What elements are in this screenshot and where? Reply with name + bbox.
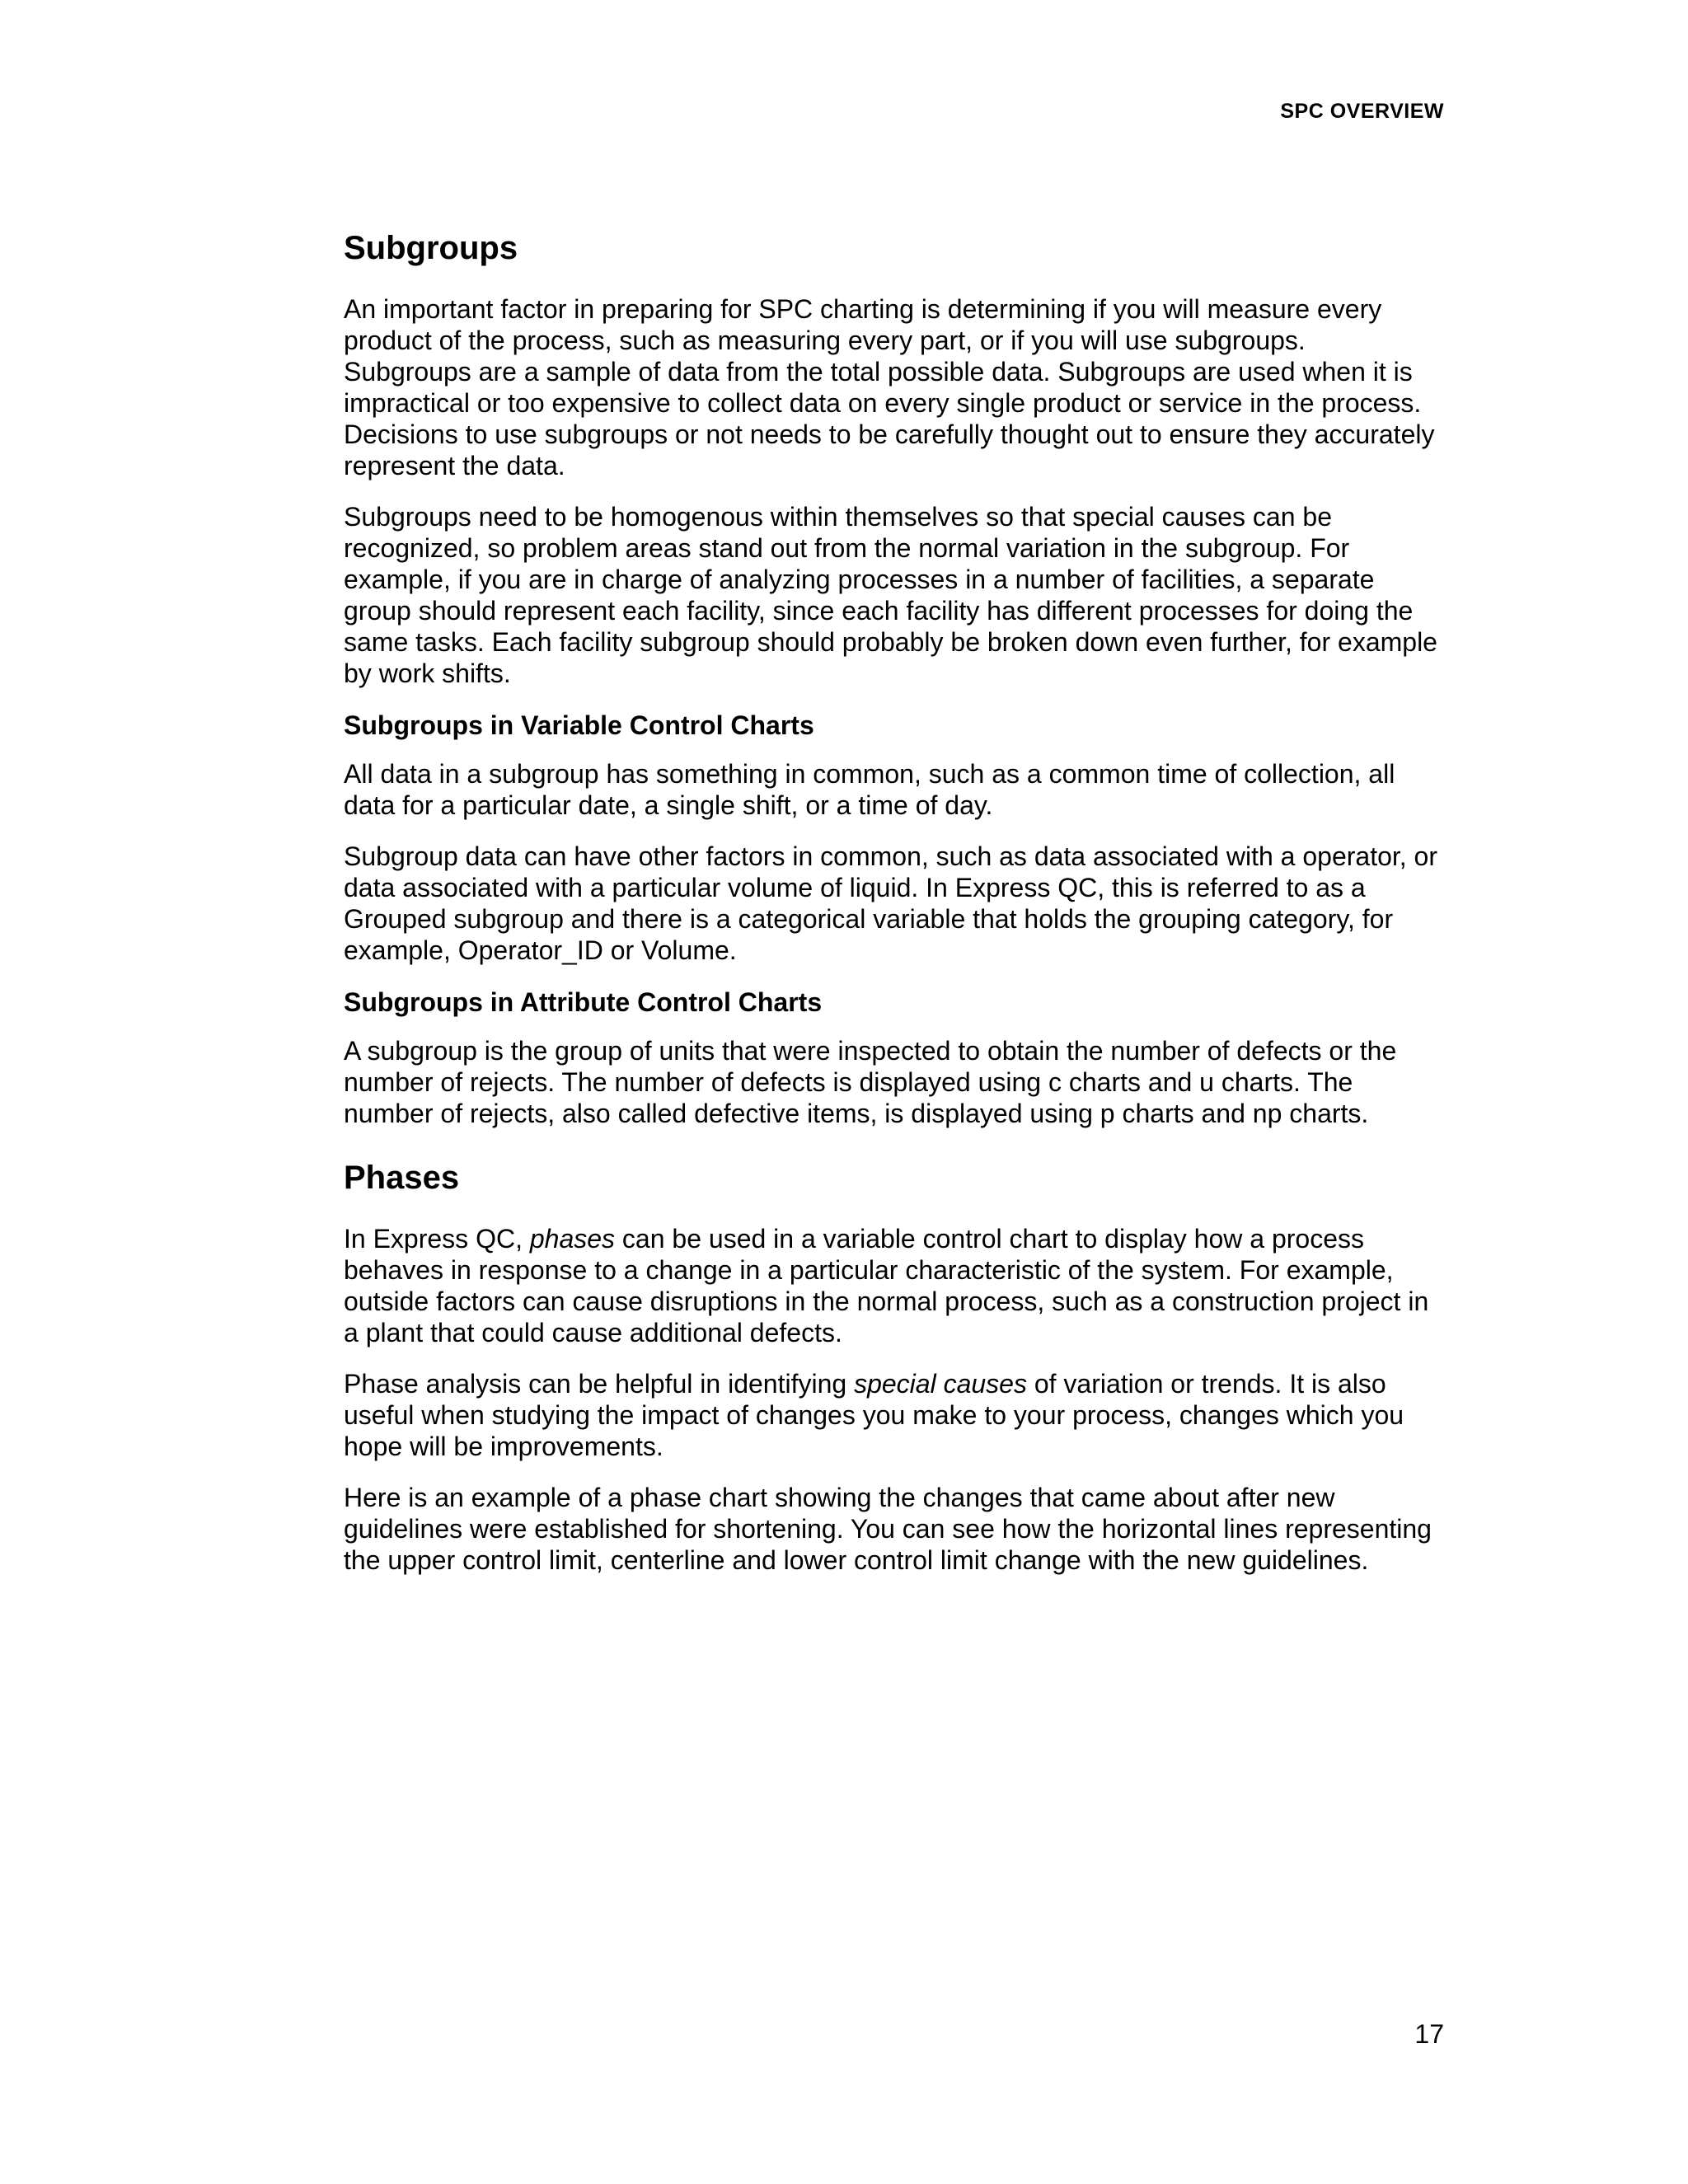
paragraph: Subgroups need to be homogenous within themselves so that special causes can be recognized, so problem areas stand out from the normal variation in the subgroup. For example, if you are in charge of analyzing processes in a number of facilities, a separate group should represent each facility, since each facility has different processes for doing the same tasks. Each facility subgroup should probably be broken down even further, for example by work shifts. [344,502,1437,688]
section-heading-subgroups: Subgroups [344,230,518,266]
text-run: of variation or trends. It is also useful when studying the impact of changes you make to your process, changes which you hope will be improvements. [344,1369,1404,1461]
text-run: Phase analysis can be helpful in identifying [344,1369,855,1399]
page-number: 17 [1414,2019,1444,2049]
italic-term: phases [529,1224,616,1254]
running-header: SPC OVERVIEW [1280,100,1444,123]
paragraph: A subgroup is the group of units that were inspected to obtain the number of defects or the number of rejects. The number of defects is displayed using c charts and u charts. The number of rejects, also called defective items, is displayed using p charts and np charts. [344,1036,1397,1128]
paragraph [344,1368,1440,1462]
text-run: In Express QC, [344,1224,530,1254]
section-heading-phases: Phases [344,1160,460,1196]
subheading-variable-control-charts: Subgroups in Variable Control Charts [344,710,814,740]
page-content [344,227,1440,1596]
italic-term: special causes [854,1369,1027,1399]
text-run: can be used in a variable control chart to display how a process behaves in response to a change in a particular characteristic of the system. For example, outside factors can cause disruptions in the normal process, such as a construction project in a plant that could cause additional defects. [344,1224,1429,1347]
paragraph: Subgroup data can have other factors in common, such as data associated with a operator, or data associated with a particular volume of liquid. In Express QC, this is referred to as a Grouped subgroup and there is a categorical variable that holds the grouping category, for example, Operator_ID or Volume. [344,841,1437,965]
paragraph: All data in a subgroup has something in common, such as a common time of collection, all data for a particular date, a single shift, or a time of day. [344,759,1395,820]
paragraph: Here is an example of a phase chart showing the changes that came about after new guidelines were established for shortening. You can see how the horizontal lines representing the upper control limit, centerline and lower control limit change with the new guidelines. [344,1483,1432,1575]
paragraph: An important factor in preparing for SPC charting is determining if you will measure every product of the process, such as measuring every part, or if you will use subgroups. Subgroups are a sample of data from the total possible data. Subgroups are used when it is impractical or too expensive to collect data on every single product or service in the process. Decisions to use subgroups or not needs to be carefully thought out to ensure they accurately represent the data. [344,294,1435,480]
subheading-attribute-control-charts: Subgroups in Attribute Control Charts [344,987,823,1017]
paragraph [344,1223,1440,1348]
